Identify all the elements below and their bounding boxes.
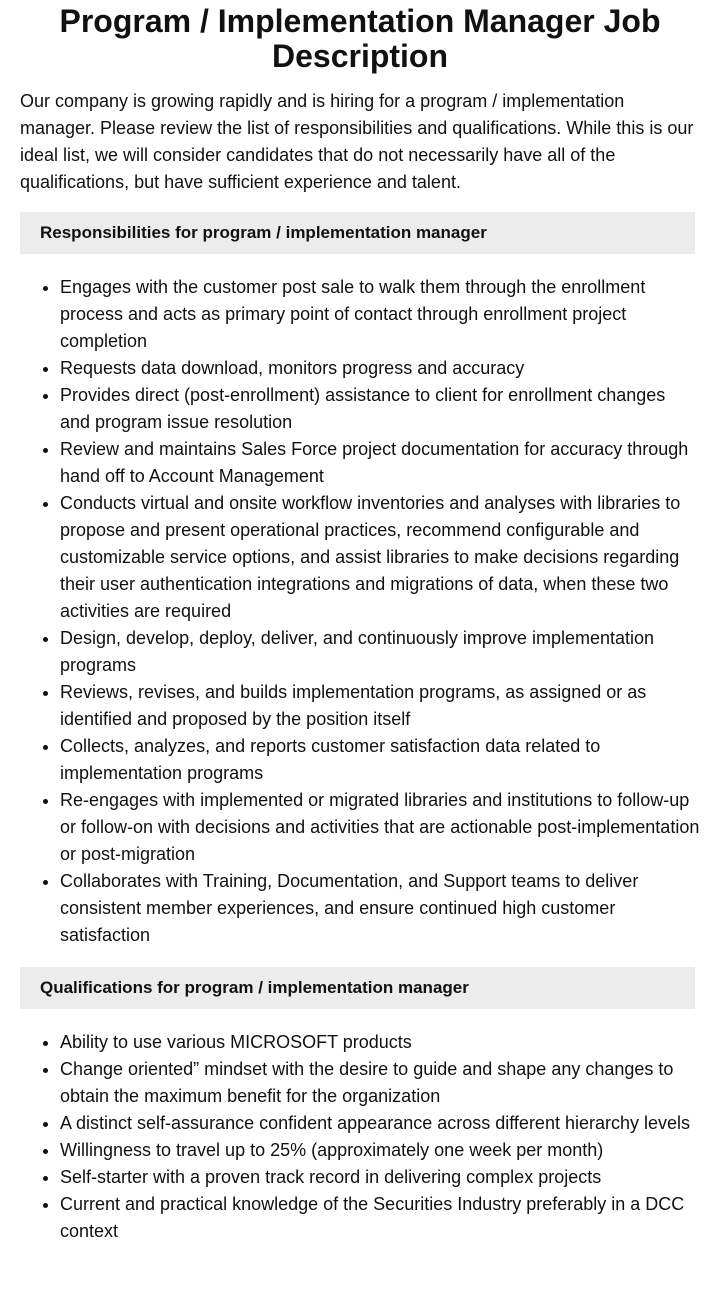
list-item: • Self-starter with a proven track record in delivering complex projects (60, 1164, 700, 1191)
list-item: • Willingness to travel up to 25% (approximately one week per month) (60, 1137, 700, 1164)
list-item: • Change oriented” mindset with the desire to guide and shape any changes to obtain the maximum benefit for the organization (60, 1056, 700, 1110)
list-item: • A distinct self-assurance confident appearance across different hierarchy levels (60, 1110, 700, 1137)
qualifications-heading: Qualifications for program / implementation manager (20, 967, 695, 1009)
list-item: • Reviews, revises, and builds implementation programs, as assigned or as identified and proposed by the position itself (60, 679, 700, 733)
list-item: • Requests data download, monitors progress and accuracy (60, 355, 700, 382)
responsibilities-heading: Responsibilities for program / implementation manager (20, 212, 695, 254)
qualifications-list (0, 1029, 700, 1245)
list-item: • Review and maintains Sales Force project documentation for accuracy through hand off to Account Management (60, 436, 700, 490)
responsibilities-list (0, 274, 700, 949)
intro-paragraph: Our company is growing rapidly and is hiring for a program / implementation manager. Please review the list of responsibilities and qualifications. While this is our ideal list, we will consider candidates that do not necessarily have all of the qualifications, but have sufficient experience and talent. (20, 91, 694, 192)
page-title: Program / Implementation Manager Job Description (59, 3, 661, 74)
list-item: • Current and practical knowledge of the Securities Industry preferably in a DCC context (60, 1191, 700, 1245)
list-item: • Collects, analyzes, and reports customer satisfaction data related to implementation programs (60, 733, 700, 787)
list-item: • Ability to use various MICROSOFT products (60, 1029, 700, 1056)
list-item: • Provides direct (post-enrollment) assistance to client for enrollment changes and program issue resolution (60, 382, 700, 436)
list-item: • Conducts virtual and onsite workflow inventories and analyses with libraries to propose and present operational practices, recommend configurable and customizable service options, and assist libraries to make decisions regarding their user authentication integrations and migrations of data, when these two activities are required (60, 490, 700, 625)
list-item: • Collaborates with Training, Documentation, and Support teams to deliver consistent member experiences, and ensure continued high customer satisfaction (60, 868, 700, 949)
list-item: • Re-engages with implemented or migrated libraries and institutions to follow-up or follow-on with decisions and activities that are actionable post-implementation or post-migration (60, 787, 700, 868)
list-item: • Engages with the customer post sale to walk them through the enrollment process and acts as primary point of contact through enrollment project completion (60, 274, 700, 355)
list-item: • Design, develop, deploy, deliver, and continuously improve implementation programs (60, 625, 700, 679)
